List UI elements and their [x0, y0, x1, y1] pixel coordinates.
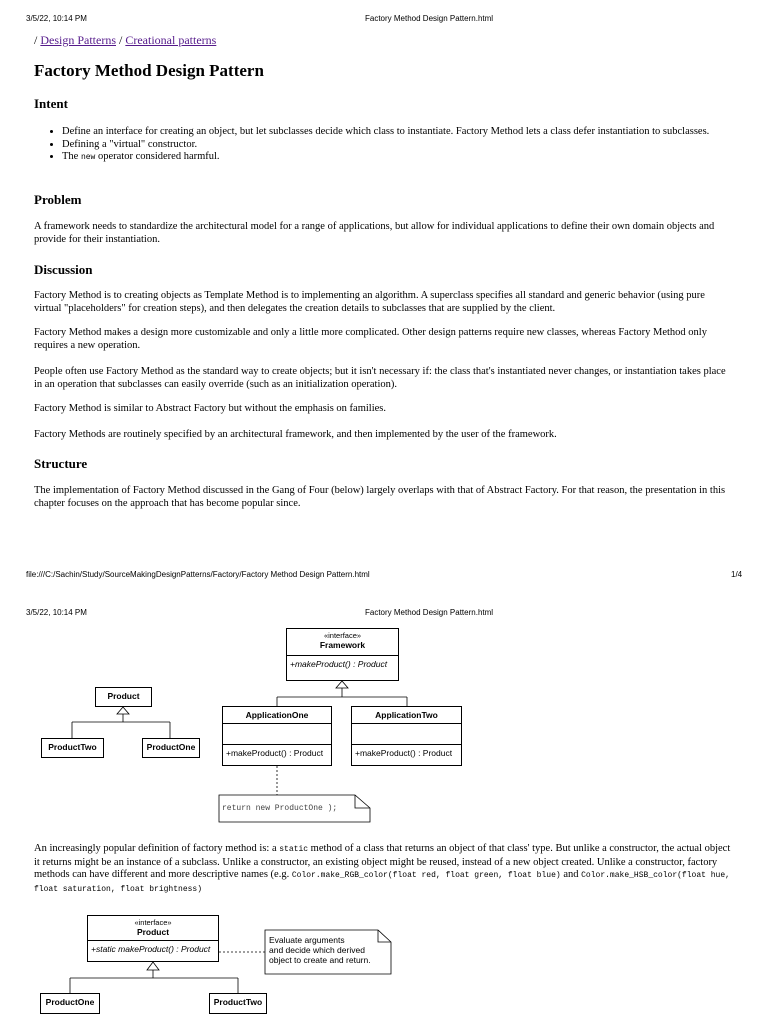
- problem-heading: Problem: [34, 192, 82, 207]
- code-static: static: [279, 845, 309, 854]
- breadcrumb-link-creational-patterns[interactable]: Creational patterns: [125, 33, 217, 47]
- class-name: ProductOne: [146, 742, 196, 752]
- discussion-heading: Discussion: [34, 262, 93, 277]
- intent-item-text: operator considered harmful.: [95, 151, 220, 163]
- breadcrumb-separator: /: [119, 33, 123, 47]
- paragraph-text: method of a class that returns an object of that class' type. But unlike a constructor, the actual object it returns might be an instance of a subclass. Unlike a constructor, an existing object might be reused, instead of a new object created. Unlike a constructor, factory methods can have different and more descriptive names (e.g.: [34, 843, 731, 881]
- note-text: [269, 935, 371, 965]
- code-make-hsb: Color.make_HSB_color(float hue, float saturation, float brightness): [34, 871, 730, 894]
- class-name: ApplicationTwo: [375, 710, 438, 720]
- inheritance-arrow: [117, 707, 129, 714]
- print-header-datetime: 3/5/22, 10:14 PM: [26, 14, 87, 23]
- inheritance-arrow: [336, 681, 348, 688]
- uml-class-framework: [286, 628, 399, 681]
- class-name: ProductTwo: [213, 997, 263, 1007]
- page-title: Factory Method Design Pattern: [34, 61, 264, 80]
- breadcrumb-link-design-patterns[interactable]: Design Patterns: [40, 33, 116, 47]
- uml-class-product: [95, 687, 152, 707]
- intent-heading: Intent: [34, 96, 68, 111]
- class-name: Product: [107, 691, 140, 701]
- class-name: ProductTwo: [48, 742, 97, 752]
- class-name: ApplicationOne: [245, 710, 309, 720]
- code-make-rgb: Color.make_RGB_color(float red, float green, float blue): [291, 871, 561, 881]
- print-footer-path: file:///C:/Sachin/Study/SourceMakingDesignPatterns/Factory/Factory Method Design Pattern.html: [26, 570, 370, 579]
- class-name: Product: [136, 927, 170, 937]
- discussion-paragraph-4: Factory Method is similar to Abstract Factory but without the emphasis on families.: [34, 403, 386, 414]
- structure-text: The implementation of Factory Method discussed in the Gang of Four (below) largely overlaps with that of Abstract Factory. For that reason, the presentation in this chapter focuses on the approach that has become popular since.: [34, 485, 726, 509]
- print-header-title: Factory Method Design Pattern.html: [365, 14, 494, 23]
- problem-text: A framework needs to standardize the architectural model for a range of applications, but allow for individual applications to define their own domain objects and provide for their instantiation.: [34, 221, 715, 245]
- uml-class-product-two: [209, 993, 267, 1014]
- class-name: Framework: [319, 640, 366, 650]
- uml-class-product-interface: [87, 915, 219, 962]
- paragraph-text: and: [560, 869, 582, 881]
- print-header-datetime: 3/5/22, 10:14 PM: [26, 608, 87, 617]
- uml-class-application-one: [222, 706, 332, 766]
- discussion-paragraph-5: Factory Methods are routinely specified by an architectural framework, and then implemented by the user of the framework.: [34, 429, 557, 440]
- class-method: +makeProduct() : Product: [352, 744, 461, 761]
- class-method: +makeProduct() : Product: [223, 744, 331, 761]
- intent-item-text: The: [62, 151, 81, 163]
- inheritance-arrow: [147, 962, 159, 970]
- stereotype-label: «interface»: [323, 631, 362, 640]
- discussion-paragraph-1: Factory Method is to creating objects as Template Method is to implementing an algorithm. A superclass specifies all standard and generic behavior (using pure virtual "placeholders" for creation steps), and then delegates the creation details to subclasses that are supplied by the client.: [34, 290, 705, 314]
- print-header-title: Factory Method Design Pattern.html: [365, 608, 494, 617]
- uml-class-application-two: [351, 706, 462, 766]
- code-new: new: [80, 153, 96, 163]
- discussion-paragraph-2: Factory Method makes a design more customizable and only a little more complicated. Other design patterns require new classes, whereas Factory Method only requires a new operation.: [34, 327, 707, 351]
- paragraph-text: An increasingly popular definition of factory method is: a: [34, 843, 280, 854]
- static-factory-paragraph: [34, 843, 734, 896]
- stereotype-label: «interface»: [134, 918, 172, 927]
- class-method: +static makeProduct() : Product: [88, 940, 218, 957]
- uml-class-product-one: [40, 993, 100, 1014]
- intent-item: • Defining a "virtual" constructor.: [62, 139, 762, 152]
- breadcrumb-separator: /: [34, 33, 38, 47]
- class-name: ProductOne: [45, 997, 95, 1007]
- class-method: +makeProduct() : Product: [287, 655, 398, 672]
- structure-heading: Structure: [34, 456, 88, 471]
- note-code: return new ProductOne );: [222, 804, 338, 813]
- note-line: object to create and return.: [269, 955, 371, 965]
- uml-class-product-one: [142, 738, 200, 758]
- print-footer-page: 1/4: [731, 570, 743, 579]
- intent-item: • Define an interface for creating an object, but let subclasses decide which class to instantiate. Factory Method lets a class defer instantiation to subclasses.: [62, 126, 762, 139]
- discussion-paragraph-3: People often use Factory Method as the standard way to create objects; but it isn't necessary if: the class that's instantiated never changes, or instantiation takes place in an operation that subclasses can easily override (such as an initialization operation).: [34, 366, 726, 390]
- note-line: Evaluate arguments: [269, 935, 345, 945]
- uml-class-product-two: [41, 738, 104, 758]
- note-line: and decide which derived: [269, 945, 365, 955]
